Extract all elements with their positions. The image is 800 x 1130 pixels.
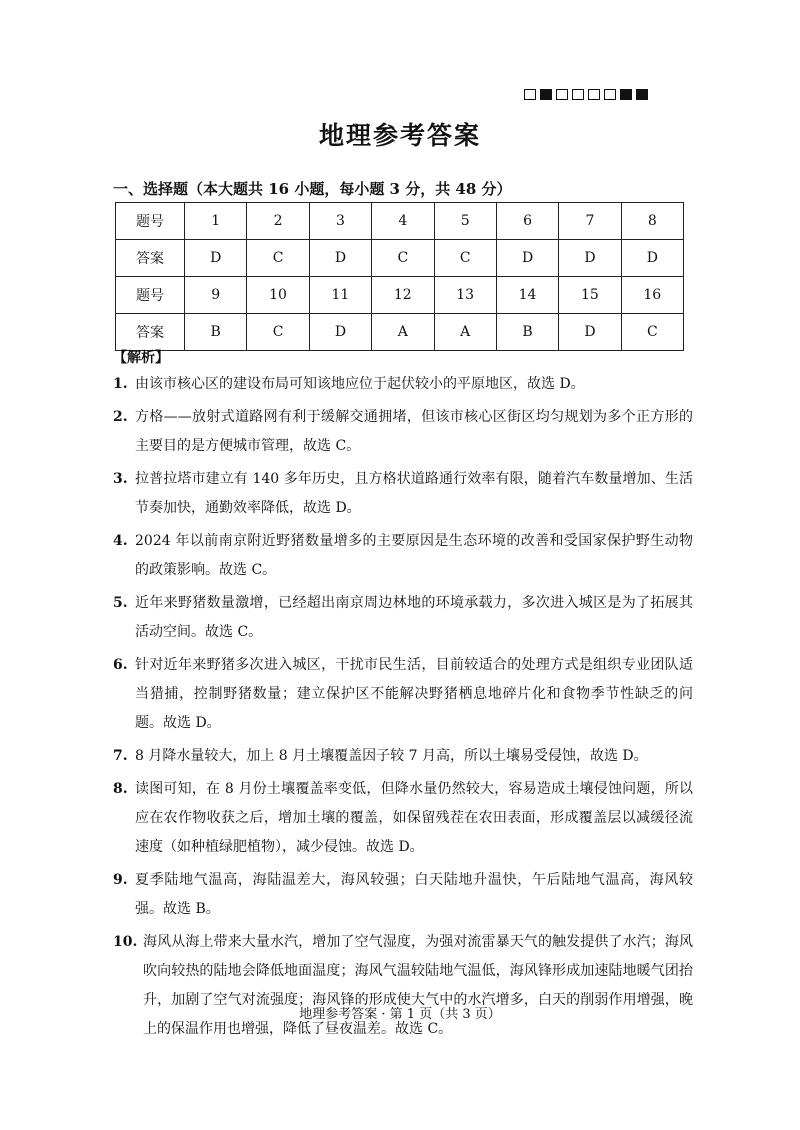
table-row <box>116 240 684 277</box>
item-number: 5. <box>113 595 128 611</box>
table-cell: C <box>372 240 434 277</box>
list-item <box>113 403 693 461</box>
table-cell: 8 <box>621 203 683 240</box>
item-number: 1. <box>113 376 128 392</box>
header-mark-2 <box>540 89 552 100</box>
row-label: 题号 <box>116 203 185 240</box>
table-cell: C <box>247 314 309 351</box>
list-item <box>113 775 693 862</box>
table-cell: 5 <box>434 203 496 240</box>
analysis-list <box>113 370 693 1048</box>
table-row <box>116 314 684 351</box>
page-title: 地理参考答案 <box>318 121 481 150</box>
item-text: 拉普拉塔市建立有 140 多年历史，且方格状道路通行效率有限，随着汽车数量增加、生活节奏加快，通勤效率降低，故选 D。 <box>135 471 693 516</box>
table-cell: 1 <box>185 203 247 240</box>
table-cell: 6 <box>496 203 558 240</box>
table-cell: D <box>559 240 621 277</box>
table-cell: 9 <box>185 277 247 314</box>
table-cell: A <box>372 314 434 351</box>
table-cell: D <box>185 240 247 277</box>
item-number: 10. <box>113 934 138 950</box>
table-cell: D <box>309 240 371 277</box>
row-label: 答案 <box>116 240 185 277</box>
item-number: 2. <box>113 409 128 425</box>
row-label: 答案 <box>116 314 185 351</box>
table-cell: 2 <box>247 203 309 240</box>
item-text: 方格——放射式道路网有利于缓解交通拥堵，但该市核心区街区均匀规划为多个正方形的主要目的是方便城市管理，故选 C。 <box>135 409 693 454</box>
table-cell: 12 <box>372 277 434 314</box>
row-label: 题号 <box>116 277 185 314</box>
header-mark-6 <box>604 89 616 100</box>
header-mark-1 <box>524 89 536 100</box>
list-item <box>113 589 693 647</box>
item-number: 4. <box>113 533 128 549</box>
table-cell: 11 <box>309 277 371 314</box>
item-text: 海风从海上带来大量水汽，增加了空气湿度，为强对流雷暴天气的触发提供了水汽；海风吹向较热的陆地会降低地面温度；海风气温较陆地气温低，海风锋形成加速陆地暖气团抬升，加剧了空气对流强度；海风锋的形成使大气中的水汽增多，白天的削弱作用增强，晚上的保温作用也增强，降低了昼夜温差。故选 C。 <box>143 934 693 1037</box>
table-cell: D <box>621 240 683 277</box>
item-number: 9. <box>113 872 128 888</box>
item-number: 8. <box>113 781 128 797</box>
table-cell: 4 <box>372 203 434 240</box>
table-cell: 10 <box>247 277 309 314</box>
table-cell: A <box>434 314 496 351</box>
table-cell: D <box>496 240 558 277</box>
item-text: 2024 年以前南京附近野猪数量增多的主要原因是生态环境的改善和受国家保护野生动物的政策影响。故选 C。 <box>135 533 693 578</box>
section-heading: 一、选择题（本大题共 16 小题，每小题 3 分，共 48 分） <box>113 180 512 198</box>
table-cell: 15 <box>559 277 621 314</box>
header-mark-5 <box>588 89 600 100</box>
item-text: 近年来野猪数量激增，已经超出南京周边林地的环境承载力，多次进入城区是为了拓展其活动空间。故选 C。 <box>135 595 693 640</box>
table-cell: C <box>247 240 309 277</box>
header-mark-7 <box>620 89 632 100</box>
table-cell: C <box>434 240 496 277</box>
answer-table <box>115 202 684 351</box>
list-item <box>113 651 693 738</box>
header-mark-8 <box>636 89 648 100</box>
item-number: 7. <box>113 748 128 764</box>
list-item <box>113 527 693 585</box>
table-cell: 14 <box>496 277 558 314</box>
item-number: 6. <box>113 657 128 673</box>
item-text: 夏季陆地气温高，海陆温差大，海风较强；白天陆地升温快，午后陆地气温高，海风较强。故选 B。 <box>135 872 693 917</box>
list-item <box>113 928 693 1044</box>
item-text: 读图可知，在 8 月份土壤覆盖率变低，但降水量仍然较大，容易造成土壤侵蚀问题，所以应在农作物收获之后，增加土壤的覆盖，如保留残茬在农田表面，形成覆盖层以减缓径流速度（如种植绿肥植物），减少侵蚀。故选 D。 <box>135 781 693 855</box>
table-cell: 7 <box>559 203 621 240</box>
analysis-label: 【解析】 <box>113 350 169 366</box>
table-cell: 13 <box>434 277 496 314</box>
header-mark-3 <box>556 89 568 100</box>
item-number: 3. <box>113 471 128 487</box>
page-footer: 地理参考答案 · 第 1 页（共 3 页） <box>299 1007 501 1022</box>
header-mark-4 <box>572 89 584 100</box>
table-cell: C <box>621 314 683 351</box>
list-item <box>113 465 693 523</box>
list-item <box>113 370 693 399</box>
item-text: 8 月降水量较大，加上 8 月土壤覆盖因子较 7 月高，所以土壤易受侵蚀，故选 D。 <box>135 748 648 764</box>
table-row <box>116 203 684 240</box>
list-item <box>113 742 693 771</box>
item-text: 针对近年来野猪多次进入城区，干扰市民生活，目前较适合的处理方式是组织专业团队适当猎捕，控制野猪数量；建立保护区不能解决野猪栖息地碎片化和食物季节性缺乏的问题。故选 D。 <box>135 657 693 731</box>
table-cell: B <box>185 314 247 351</box>
table-cell: D <box>559 314 621 351</box>
table-cell: 3 <box>309 203 371 240</box>
item-text: 由该市核心区的建设布局可知该地应位于起伏较小的平原地区，故选 D。 <box>135 376 585 392</box>
table-cell: B <box>496 314 558 351</box>
table-row <box>116 277 684 314</box>
table-cell: 16 <box>621 277 683 314</box>
table-cell: D <box>309 314 371 351</box>
header-marks <box>524 89 648 100</box>
list-item <box>113 866 693 924</box>
